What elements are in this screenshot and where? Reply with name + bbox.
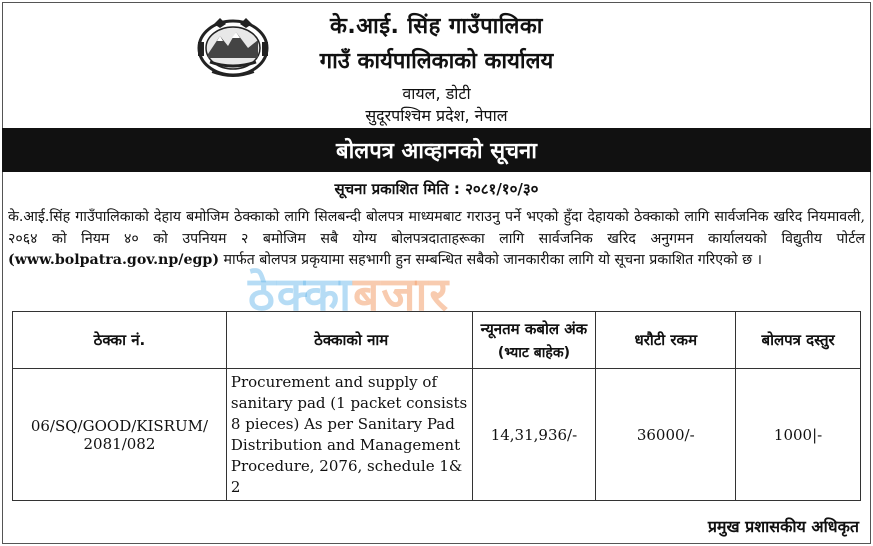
watermark-part2: बजार: [353, 267, 451, 321]
cell-contract-no: 06/SQ/GOOD/KISRUM/ 2081/082: [13, 369, 227, 501]
cell-fee: 1000|-: [736, 369, 861, 501]
portal-link[interactable]: (www.bolpatra.gov.np/egp): [8, 252, 220, 268]
contract-table: [12, 311, 861, 501]
table-header-row: [13, 312, 861, 369]
header-contract-name: ठेक्काको नाम: [226, 312, 472, 369]
notice-banner: [2, 128, 871, 172]
header-min-bid-note: (भ्याट बाहेक): [497, 344, 570, 361]
header-contract-no: ठेक्का नं.: [13, 312, 227, 369]
office-name: गाउँ कार्यपालिकाको कार्यालय: [319, 49, 554, 74]
location: वायल, डोटी: [402, 84, 471, 103]
table-row: [13, 369, 861, 501]
cell-deposit: 36000/-: [596, 369, 736, 501]
body-text-before: के.आई.सिंह गाउँपालिकाको देहाय बमोजिम ठेक्काको लागि सिलबन्दी बोलपत्र माध्यमबाट गराउनु पर्ने भएको हुँदा देहायको ठेक्काको लागि सार्वजनिक खरिद नियमावली, २०६४ को नियम ४० को उपनियम २ बमोजिम सबै योग्य बोलपत्रदाताहरूका लागि सार्वजनिक खरिद अनुगमन कार्यालयको विद्युतीय पोर्टल: [8, 209, 865, 247]
header-deposit: धरौटी रकम: [596, 312, 736, 369]
body-text-after: मार्फत बोलपत्र प्रकृयामा सहभागी हुन सम्बन्धित सबैको जानकारीका लागि यो सूचना प्रकाशित गरिएको छ ।: [219, 252, 762, 268]
cell-contract-name: Procurement and supply of sanitary pad (1 packet consists 8 pieces) As per Sanitary Pad Distribution and Management Procedure, 2076, schedule 1& 2: [226, 369, 472, 501]
signatory: प्रमुख प्रशासकीय अधिकृत: [707, 517, 859, 536]
publication-date: सूचना प्रकाशित मिति : २०८१/१०/३०: [334, 180, 539, 198]
org-name: के.आई. सिंह गाउँपालिका: [329, 14, 543, 39]
province: सुदूरपश्चिम प्रदेश, नेपाल: [365, 106, 508, 125]
header-min-bid: [472, 312, 596, 369]
header-min-bid-label: न्यूनतम कबोल अंक: [480, 319, 588, 338]
header-fee: बोलपत्र दस्तुर: [736, 312, 861, 369]
banner-title: बोलपत्र आव्हानको सूचना: [336, 139, 537, 164]
cell-min-bid: 14,31,936/-: [472, 369, 596, 501]
watermark-part1: ठेक्का: [248, 267, 354, 321]
